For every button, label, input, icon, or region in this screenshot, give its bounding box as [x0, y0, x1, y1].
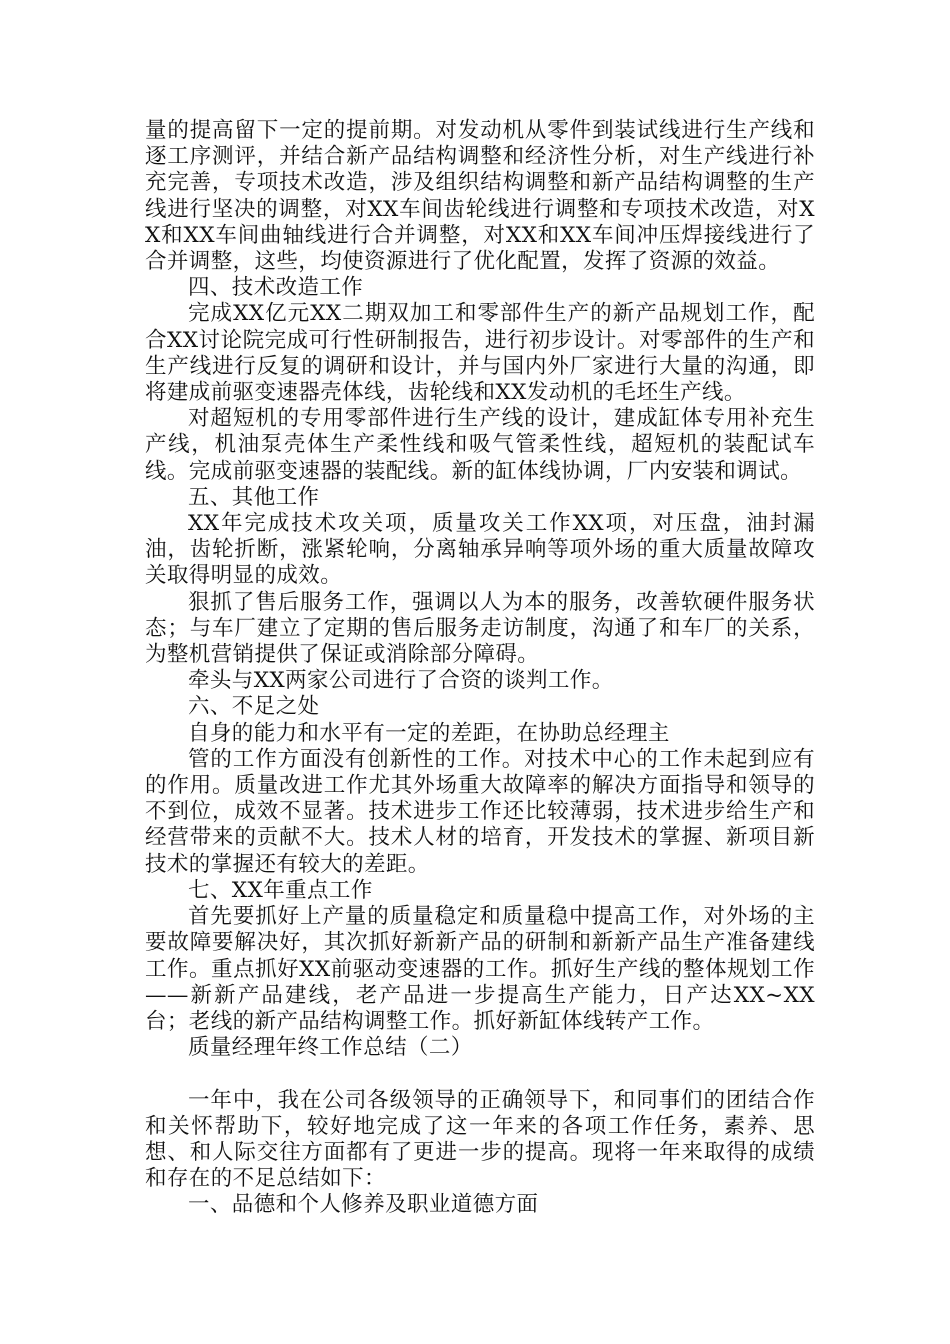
heading-key-work: 七、XX年重点工作 [188, 877, 373, 903]
paragraph-resource-optimization: 量的提高留下一定的提前期。对发动机从零件到装试线进行生产线和逐工序测评，并结合新产品结构调整和经济性分析，对生产线进行补充完善，专项技术改造，涉及组织结构调整和新产品结构调整的生产线进行坚决的调整，对XX车间齿轮线进行调整和专项技术改造，对XX和XX车间曲轴线进行合并调整，对XX和XX车间冲压焊接线进行了合并调整，这些，均使资源进行了优化配置，发挥了资源的效益。 [145, 118, 815, 275]
document-body [145, 118, 815, 1219]
paragraph-quality-tackling: XX年完成技术攻关项，质量攻关工作XX项，对压盘，油封漏油，齿轮折断，涨紧轮响，分离轴承异响等项外场的重大质量故障攻关取得明显的成效。 [145, 511, 815, 589]
paragraph-joint-venture: 牵头与XX两家公司进行了合资的谈判工作。 [188, 668, 614, 694]
paragraph-ultra-short-engine: 对超短机的专用零部件进行生产线的设计，建成缸体专用补充生产线，机油泵壳体生产柔性线和吸气管柔性线，超短机的装配试车线。完成前驱变速器的装配线。新的缸体线协调，厂内安装和调试。 [145, 406, 815, 484]
heading-moral-character: 一、品德和个人修养及职业道德方面 [188, 1192, 539, 1218]
heading-other-work: 五、其他工作 [188, 484, 320, 510]
paragraph-shortcomings-detail: 管的工作方面没有创新性的工作。对技术中心的工作未起到应有的作用。质量改进工作尤其外场重大故障率的解决方面指导和领导的不到位，成效不显著。技术进步工作还比较薄弱，技术进步给生产和经营带来的贡献不大。技术人材的培育，开发技术的掌握、新项目新技术的掌握还有较大的差距。 [145, 746, 815, 877]
paragraph-ability-gap: 自身的能力和水平有一定的差距，在协助总经理主 [188, 720, 670, 746]
paragraph-after-sales: 狠抓了售后服务工作，强调以人为本的服务，改善软硬件服务状态；与车厂建立了定期的售后服务走访制度，沟通了和车厂的关系，为整机营销提供了保证或消除部分障碍。 [145, 589, 815, 668]
heading-technical-renovation: 四、技术改造工作 [188, 275, 364, 301]
paragraph-product-planning: 完成XX亿元XX二期双加工和零部件生产的新产品规划工作，配合XX讨论院完成可行性研制报告，进行初步设计。对零部件的生产和生产线进行反复的调研和设计，并与国内外厂家进行大量的沟通，即将建成前驱变速器壳体线，齿轮线和XX发动机的毛坯生产线。 [145, 301, 815, 406]
section-title-summary-two: 质量经理年终工作总结（二） [188, 1035, 473, 1061]
blank-line [145, 1061, 815, 1087]
paragraph-key-work-detail: 首先要抓好上产量的质量稳定和质量稳中提高工作，对外场的主要故障要解决好，其次抓好新新产品的研制和新新产品生产准备建线工作。重点抓好XX前驱动变速器的工作。抓好生产线的整体规划工作——新新产品建线，老产品进一步提高生产能力，日产达XX~XX台；老线的新产品结构调整工作。抓好新缸体线转产工作。 [145, 904, 815, 1034]
heading-shortcomings: 六、不足之处 [188, 694, 320, 720]
paragraph-year-overview: 一年中，我在公司各级领导的正确领导下，和同事们的团结合作和关怀帮助下，较好地完成了这一年来的各项工作任务，素养、思想、和人际交往方面都有了更进一步的提高。现将一年来取得的成绩和存在的不足总结如下： [145, 1087, 815, 1192]
